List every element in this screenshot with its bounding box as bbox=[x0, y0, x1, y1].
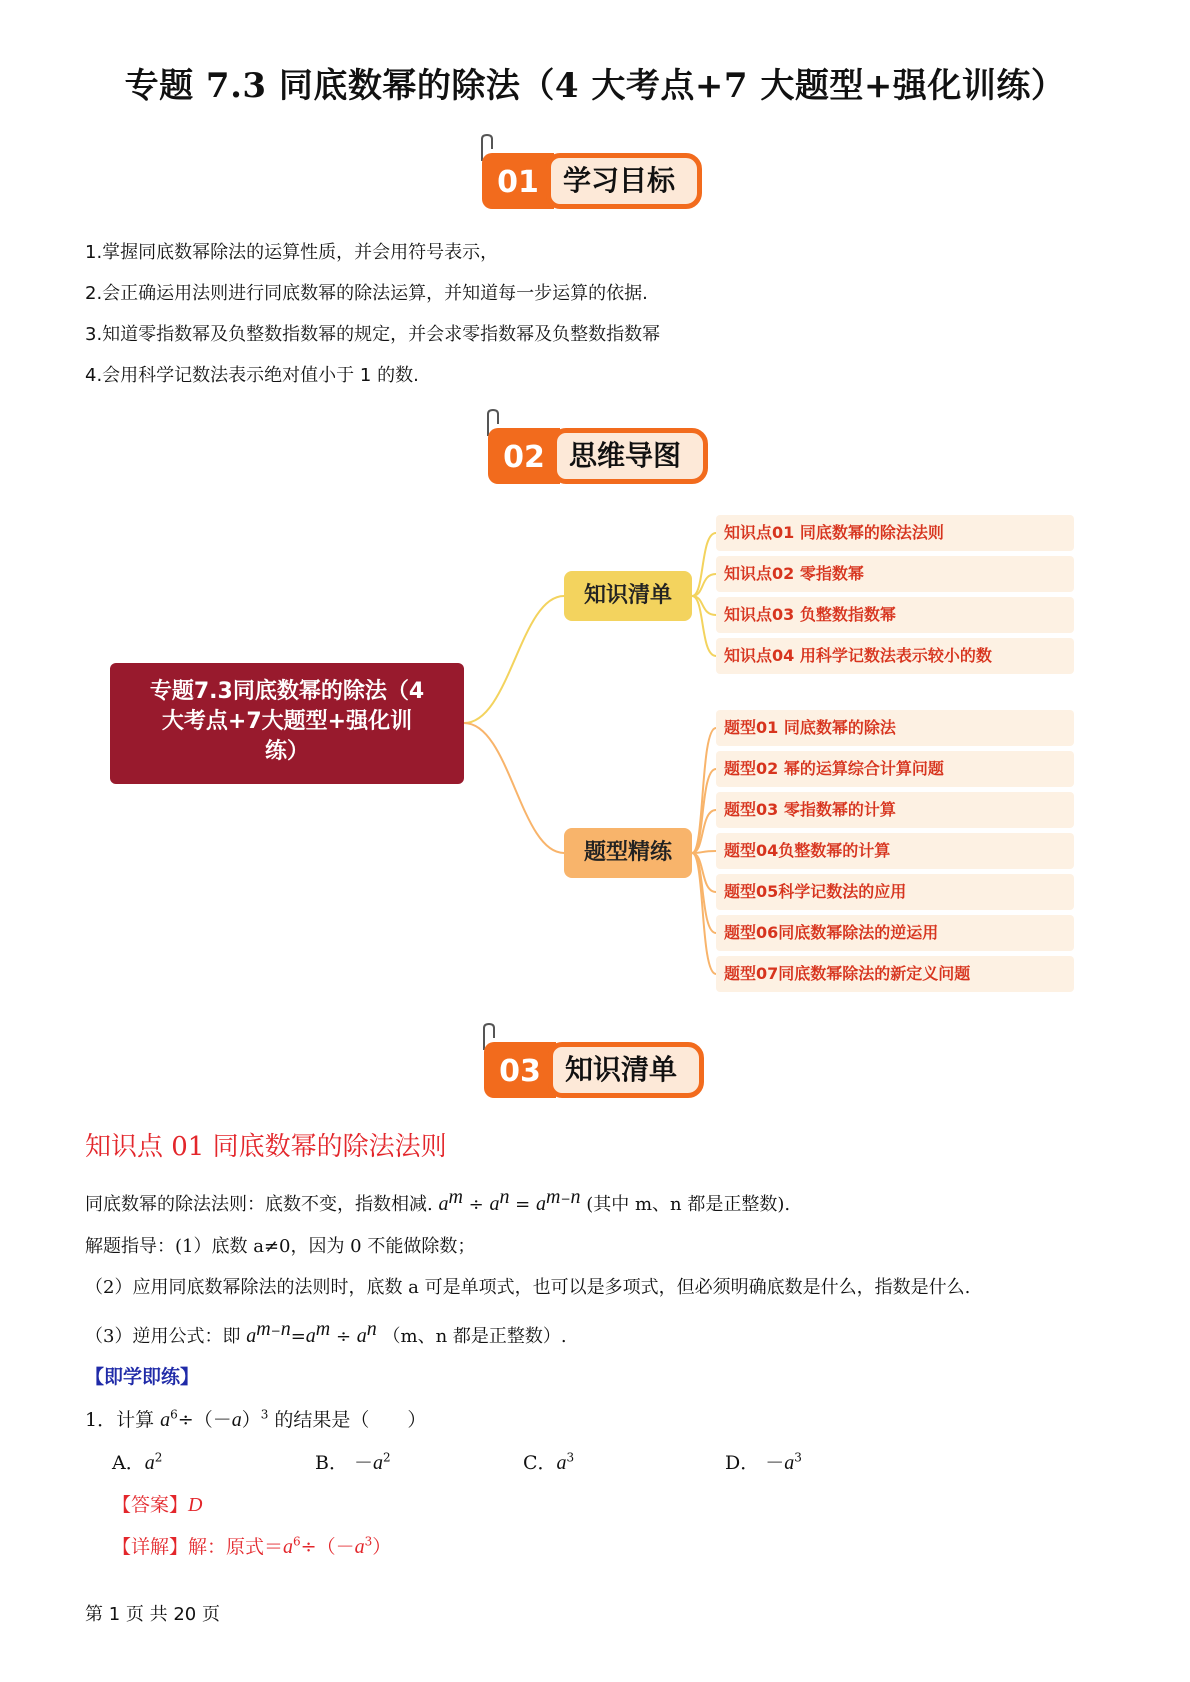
page-footer: 第 1 页 共 20 页 bbox=[85, 1604, 220, 1625]
option-a: A．$a^2$ bbox=[112, 1450, 163, 1474]
section-number: 01 bbox=[482, 153, 554, 209]
question-1 bbox=[85, 1405, 426, 1432]
option-letter: D． bbox=[725, 1452, 760, 1474]
mindmap-leaf-type: 题型04负整数幂的计算 bbox=[716, 833, 1074, 869]
tip-3-text: （3）逆用公式：即 bbox=[85, 1326, 241, 1347]
answer-value: D bbox=[188, 1494, 203, 1516]
mindmap-branch-knowledge: 知识清单 bbox=[564, 571, 692, 621]
answer-line bbox=[112, 1490, 202, 1517]
practice-heading: 【即学即练】 bbox=[85, 1366, 200, 1388]
knowledge-point-heading: 知识点 01 同底数幂的除法法则 bbox=[85, 1132, 447, 1162]
mindmap-leaf-type: 题型07同底数幂除法的新定义问题 bbox=[716, 956, 1074, 992]
option-letter: A． bbox=[112, 1452, 145, 1474]
rule-formula: $a^m \div a^n = a^{m-n}$ bbox=[438, 1186, 581, 1215]
section-label: 学习目标 bbox=[546, 153, 702, 209]
option-b: B． $-a^2$ bbox=[315, 1450, 391, 1474]
detail-text: 解：原式＝ bbox=[188, 1536, 284, 1558]
answer-label: 【答案】 bbox=[112, 1494, 189, 1516]
detail-label: 【详解】 bbox=[112, 1536, 189, 1558]
goal-item: 4.会用科学记数法表示绝对值小于 1 的数. bbox=[85, 365, 419, 386]
tip-1: 解题指导：(1）底数 a≠0，因为 0 不能做除数； bbox=[85, 1236, 476, 1257]
section-badge-knowledge bbox=[484, 1042, 714, 1098]
section-label: 思维导图 bbox=[552, 428, 708, 484]
question-expression: $a^6\div(-a)^3$ bbox=[160, 1407, 269, 1431]
option-d: D． $-a^3$ bbox=[725, 1450, 802, 1474]
mindmap-center-node bbox=[110, 663, 464, 784]
page-title: 专题 7.3 同底数幂的除法（4 大考点+7 大题型+强化训练） bbox=[124, 66, 1066, 106]
section-label: 知识清单 bbox=[548, 1042, 704, 1098]
mindmap-branch-types: 题型精练 bbox=[564, 828, 692, 878]
tip-3-formula: $a^{m-n}=a^m \div a^n$ bbox=[246, 1318, 377, 1347]
center-line: 练） bbox=[264, 739, 309, 764]
mindmap-leaf-type: 题型01 同底数幂的除法 bbox=[716, 710, 1074, 746]
mindmap-leaf-knowledge: 知识点01 同底数幂的除法法则 bbox=[716, 515, 1074, 551]
mindmap-leaf-type: 题型03 零指数幂的计算 bbox=[716, 792, 1074, 828]
tip-2: （2）应用同底数幂除法的法则时，底数 a 可是单项式，也可以是多项式，但必须明确底数是什么，指数是什么. bbox=[85, 1277, 971, 1298]
section-number: 02 bbox=[488, 428, 560, 484]
tip-3-condition: （m、n 都是正整数）. bbox=[382, 1326, 567, 1347]
mindmap-leaf-type: 题型05科学记数法的应用 bbox=[716, 874, 1074, 910]
goal-item: 1.掌握同底数幂除法的运算性质，并会用符号表示， bbox=[85, 242, 499, 263]
mindmap-leaf-knowledge: 知识点02 零指数幂 bbox=[716, 556, 1074, 592]
option-letter: B． bbox=[315, 1452, 348, 1474]
goal-item: 3.知道零指数幂及负整数指数幂的规定，并会求零指数幂及负整数指数幂 bbox=[85, 324, 661, 345]
center-line: 专题7.3同底数幂的除法（4 bbox=[149, 679, 425, 704]
center-line: 大考点+7大题型+强化训 bbox=[161, 709, 413, 734]
rule-paragraph bbox=[85, 1186, 790, 1216]
section-number: 03 bbox=[484, 1042, 556, 1098]
question-suffix: 的结果是（ ） bbox=[274, 1409, 427, 1431]
goal-item: 2.会正确运用法则进行同底数幂的除法运算，并知道每一步运算的依据. bbox=[85, 283, 648, 304]
rule-condition: (其中 m、n 都是正整数). bbox=[586, 1194, 791, 1215]
question-prefix: 1．计算 bbox=[85, 1409, 155, 1431]
option-letter: C． bbox=[523, 1452, 557, 1474]
tip-3 bbox=[85, 1318, 567, 1348]
mindmap-leaf-knowledge: 知识点04 用科学记数法表示较小的数 bbox=[716, 638, 1074, 674]
detail-line: 【详解】解：原式$=a^6\div(-a^3)$ bbox=[112, 1534, 392, 1558]
mindmap-leaf-knowledge: 知识点03 负整数指数幂 bbox=[716, 597, 1074, 633]
option-c: C．$a^3$ bbox=[523, 1450, 575, 1474]
rule-text: 同底数幂的除法法则：底数不变，指数相减. bbox=[85, 1194, 433, 1215]
mindmap-leaf-type: 题型06同底数幂除法的逆运用 bbox=[716, 915, 1074, 951]
mindmap-leaf-type: 题型02 幂的运算综合计算问题 bbox=[716, 751, 1074, 787]
